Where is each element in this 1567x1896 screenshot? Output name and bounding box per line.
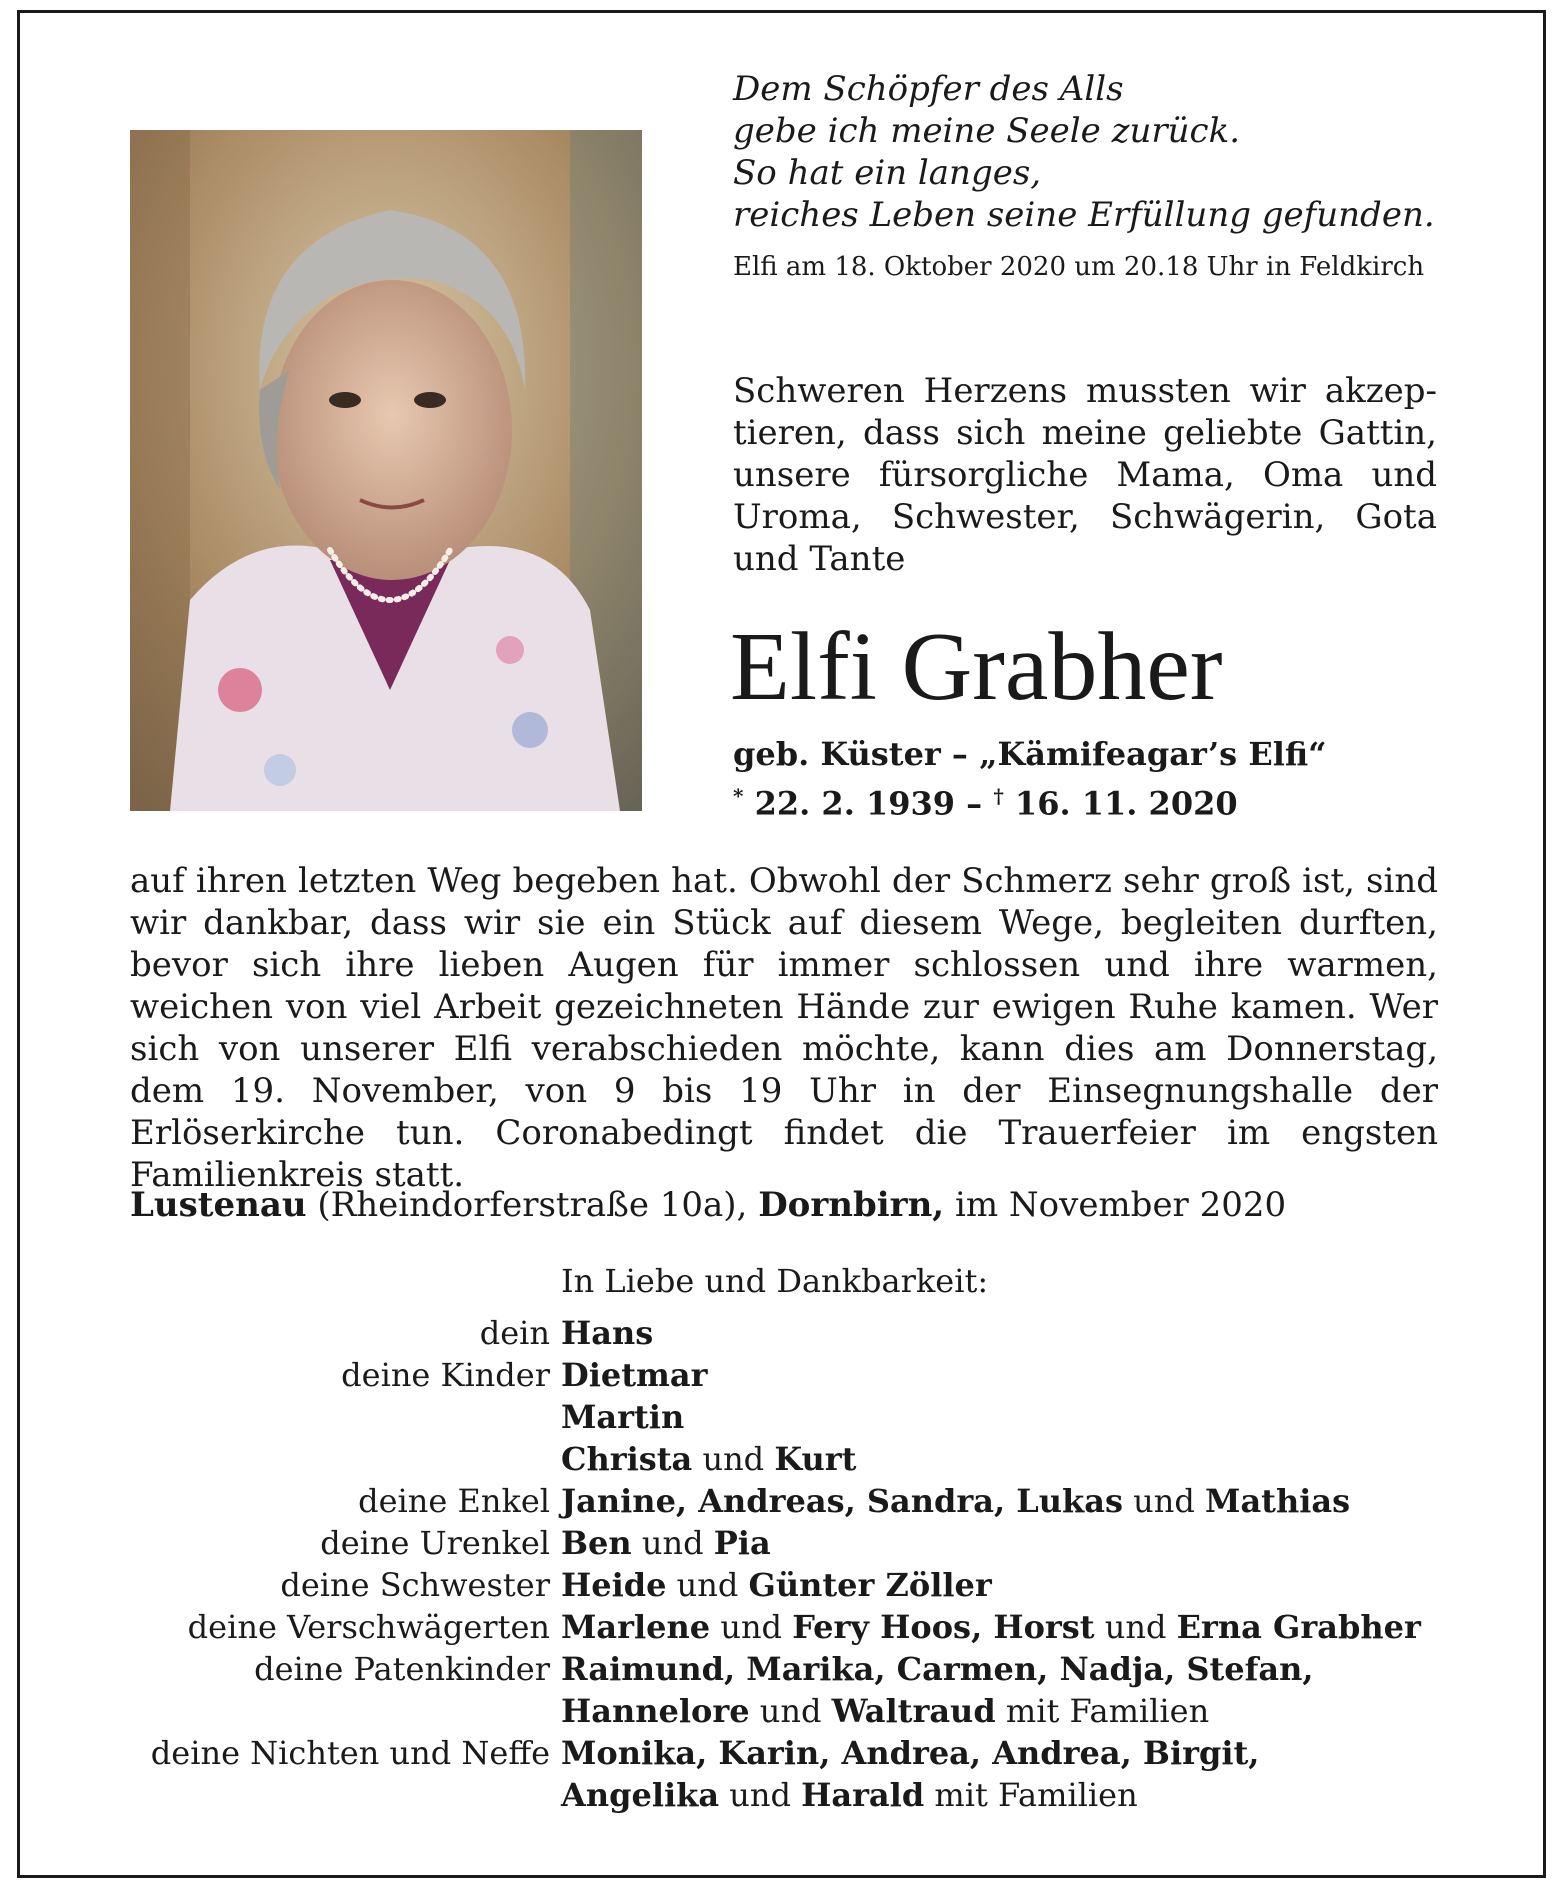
- family-row: [60, 1774, 1540, 1816]
- family-suffix: mit Familien: [1005, 1692, 1210, 1730]
- family-name: Kurt: [774, 1440, 857, 1478]
- family-name: Pia: [713, 1524, 771, 1562]
- birth-symbol: *: [733, 784, 744, 808]
- relation-label: [60, 1438, 561, 1480]
- poem-line: So hat ein langes,: [733, 153, 1042, 193]
- relation-names: [561, 1312, 653, 1354]
- birth-name: geb. Küster – „Kämifeagar’s Elfi“: [733, 735, 1327, 773]
- family-name: Fery Hoos, Horst: [792, 1608, 1095, 1646]
- relation-names: [561, 1774, 1138, 1816]
- relation-names: [561, 1564, 992, 1606]
- family-name: Heide: [561, 1566, 667, 1604]
- relation-label: deine Schwester: [280, 1566, 550, 1604]
- relation-label: deine Nichten und Neffe: [150, 1734, 550, 1772]
- relation-names: [561, 1732, 1259, 1774]
- family-row: [60, 1690, 1540, 1732]
- deceased-name: Elfi Grabher: [730, 613, 1223, 721]
- place-line: [130, 1184, 1286, 1226]
- conjunction: und: [729, 1776, 791, 1814]
- family-name: Günter Zöller: [748, 1566, 992, 1604]
- relation-names: [561, 1606, 1421, 1648]
- death-symbol: †: [993, 784, 1004, 808]
- conjunction: und: [759, 1692, 822, 1730]
- family-name: Ben: [561, 1524, 632, 1562]
- relation-names: [561, 1480, 1350, 1522]
- family-list: [60, 1312, 1540, 1816]
- relation-names: [561, 1438, 856, 1480]
- family-name: Waltraud: [831, 1692, 996, 1730]
- poem-line: Dem Schöpfer des Alls: [733, 69, 1124, 109]
- intro-text: Schweren Herzens mussten wir akzeptieren, dass sich meine geliebte Gattin, unsere fürsorgliche Mama, Oma und Uroma, Schwester, Schwägerin, Gota und Tante: [733, 371, 1437, 579]
- family-name: Erna Grabher: [1176, 1608, 1421, 1646]
- family-row: [60, 1564, 1540, 1606]
- family-suffix: mit Familien: [934, 1776, 1138, 1814]
- conjunction: und: [641, 1524, 704, 1562]
- relation-label: deine Kinder: [341, 1356, 550, 1394]
- family-name: Hans: [561, 1314, 654, 1352]
- family-name: Monika, Karin, Andrea, Andrea, Birgit,: [561, 1734, 1260, 1772]
- family-row: [60, 1480, 1540, 1522]
- family-row: [60, 1648, 1540, 1690]
- body-text: auf ihren letzten Weg begeben hat. Obwohl der Schmerz sehr groß ist, sind wir dankbar, dass wir sie ein Stück auf diesem Wege, begleiten durften, bevor sich ihre lieben Augen für immer schlossen und ihre warmen, weichen von viel Arbeit gezeichneten Hände zur ewigen Ruhe kamen. Wer sich von unserer Elfi verabschieden möchte, kann dies am Donnerstag, dem 19. November, von 9 bis 19 Uhr in der Einsegnungshalle der Erlöserkirche tun. Coronabedingt findet die Trauerfeier im engsten Familienkreis statt.: [130, 861, 1438, 1195]
- life-dates: [733, 774, 1238, 826]
- family-name: Angelika: [561, 1776, 720, 1814]
- place-address: (Rheindorferstraße 10a),: [306, 1185, 759, 1225]
- relation-label: dein: [479, 1314, 550, 1352]
- family-name: Dietmar: [561, 1356, 708, 1394]
- conjunction: und: [1133, 1482, 1195, 1520]
- poem-line: gebe ich meine Seele zurück.: [733, 111, 1241, 151]
- family-row: [60, 1396, 1540, 1438]
- poem-line: reiches Leben seine Erfüllung gefunden.: [733, 195, 1435, 235]
- family-row: [60, 1732, 1540, 1774]
- relation-label: [60, 1690, 561, 1732]
- family-name: Harald: [801, 1776, 925, 1814]
- place-town-2: Dornbirn,: [758, 1185, 945, 1225]
- family-name: Marlene: [561, 1608, 711, 1646]
- family-name: Christa: [561, 1440, 693, 1478]
- thanks-heading: In Liebe und Dankbarkeit:: [561, 1262, 989, 1300]
- family-name: Raimund, Marika, Carmen, Nadja, Stefan,: [561, 1650, 1314, 1688]
- birth-date: 22. 2. 1939: [754, 784, 956, 823]
- poem-credit: Elfi am 18. Oktober 2020 um 20.18 Uhr in Feldkirch: [733, 252, 1425, 282]
- family-name: Martin: [561, 1398, 685, 1436]
- relation-names: [561, 1522, 771, 1564]
- relation-names: [561, 1354, 708, 1396]
- conjunction: und: [720, 1608, 783, 1646]
- family-row: [60, 1606, 1540, 1648]
- family-row: [60, 1354, 1540, 1396]
- family-row: [60, 1438, 1540, 1480]
- conjunction: und: [702, 1440, 765, 1478]
- poem: [733, 68, 1435, 236]
- dates-separator: –: [955, 784, 994, 823]
- family-name: Mathias: [1205, 1482, 1351, 1520]
- family-name: Hannelore: [561, 1692, 750, 1730]
- relation-label: [60, 1774, 561, 1816]
- conjunction: und: [1104, 1608, 1167, 1646]
- relation-names: [561, 1648, 1314, 1690]
- relation-label: [60, 1396, 561, 1438]
- conjunction: und: [676, 1566, 739, 1604]
- relation-names: [561, 1690, 1209, 1732]
- relation-label: deine Verschwägerten: [187, 1608, 550, 1646]
- family-row: [60, 1522, 1540, 1564]
- place-date: im November 2020: [944, 1185, 1287, 1225]
- death-date: 16. 11. 2020: [1014, 784, 1238, 823]
- relation-label: deine Enkel: [358, 1482, 550, 1520]
- family-row: [60, 1312, 1540, 1354]
- relation-names: [561, 1396, 684, 1438]
- place-town-1: Lustenau: [130, 1185, 307, 1225]
- relation-label: deine Patenkinder: [254, 1650, 550, 1688]
- relation-label: deine Urenkel: [320, 1524, 550, 1562]
- portrait-photo: [130, 130, 642, 811]
- family-name: Janine, Andreas, Sandra, Lukas: [561, 1482, 1123, 1520]
